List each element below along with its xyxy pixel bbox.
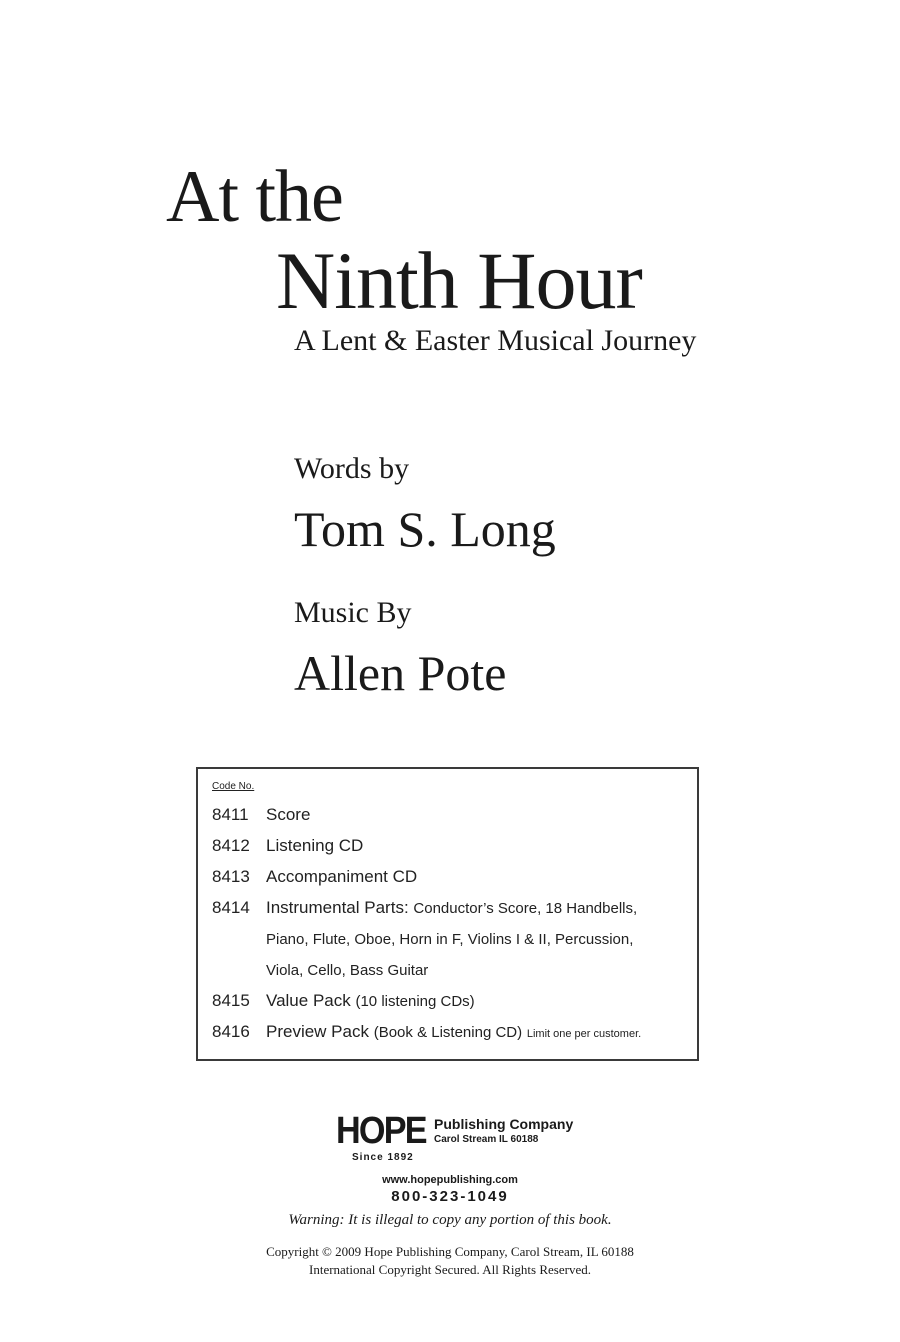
code-row <box>212 836 363 856</box>
product-codes-box <box>196 767 699 1061</box>
code-number: 8415 <box>212 991 250 1010</box>
logo-wordmark: HOPE <box>336 1110 426 1152</box>
code-number: 8411 <box>212 805 249 824</box>
subtitle: A Lent & Easter Musical Journey <box>294 324 697 357</box>
code-label: Listening CD <box>266 836 364 855</box>
publisher-company: Publishing Company <box>434 1116 574 1132</box>
rights-notice: International Copyright Secured. All Rights Reserved. <box>309 1262 591 1277</box>
code-number: 8416 <box>212 1022 250 1041</box>
code-label: Accompaniment CD <box>266 867 418 886</box>
title-line-2: Ninth Hour <box>276 235 642 326</box>
code-row <box>212 991 475 1011</box>
composer-name: Allen Pote <box>294 645 507 701</box>
code-row <box>212 1022 641 1042</box>
publisher-city: Carol Stream IL 60188 <box>434 1134 539 1145</box>
lyricist-name: Tom S. Long <box>294 501 556 557</box>
publisher-website: www.hopepublishing.com <box>382 1174 518 1186</box>
code-number: 8414 <box>212 898 250 917</box>
code-note: Limit one per customer. <box>526 1028 642 1040</box>
music-by-label: Music By <box>294 596 412 629</box>
title-line-1: At the <box>166 156 343 238</box>
code-label: Score <box>266 805 311 824</box>
code-label: Instrumental Parts: <box>266 898 409 917</box>
code-row <box>212 805 310 825</box>
code-number: 8413 <box>212 867 250 886</box>
copyright-notice: Copyright © 2009 Hope Publishing Company, Carol Stream, IL 60188 <box>266 1244 634 1259</box>
code-row <box>212 867 417 887</box>
code-detail-continued: Piano, Flute, Oboe, Horn in F, Violins I & II, Percussion, <box>266 931 634 948</box>
code-row <box>212 898 637 918</box>
words-by-label: Words by <box>294 452 410 485</box>
code-number: 8412 <box>212 836 250 855</box>
code-label: Preview Pack <box>266 1022 369 1041</box>
code-detail: Conductor’s Score, 18 Handbells, <box>413 900 638 917</box>
code-label: Value Pack <box>266 991 351 1010</box>
code-detail: (10 listening CDs) <box>355 993 475 1010</box>
publisher-phone: 800-323-1049 <box>391 1188 509 1205</box>
code-detail-continued: Viola, Cello, Bass Guitar <box>266 962 429 979</box>
publisher-since: Since 1892 <box>352 1152 414 1163</box>
copy-warning: Warning: It is illegal to copy any portion of this book. <box>288 1212 612 1228</box>
code-header: Code No. <box>212 781 255 792</box>
code-detail: (Book & Listening CD) <box>373 1024 523 1041</box>
